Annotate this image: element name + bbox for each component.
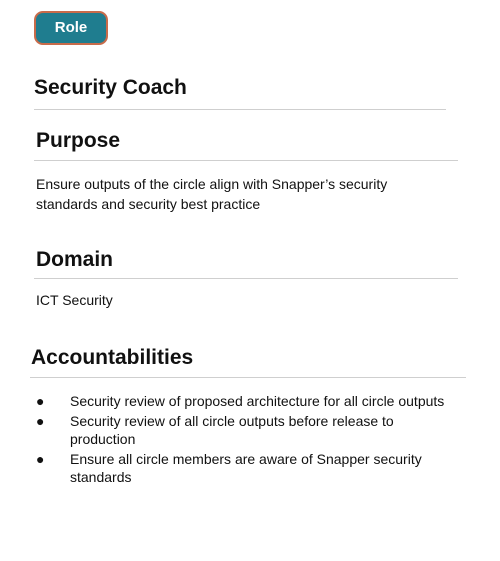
domain-heading: Domain	[36, 248, 114, 271]
role-title: Security Coach	[34, 76, 187, 99]
list-item-text: Security review of all circle outputs before release to production	[70, 413, 394, 447]
list-item	[34, 392, 454, 410]
bullet-icon: ●	[36, 451, 45, 467]
purpose-text: Ensure outputs of the circle align with Snapper’s security standards and security best practice	[36, 176, 388, 212]
bullet-icon: ●	[36, 413, 45, 429]
list-item	[34, 412, 454, 448]
accountabilities-list	[34, 392, 454, 488]
accountabilities-divider	[30, 377, 466, 378]
role-badge: Role	[34, 11, 108, 45]
list-item	[34, 450, 454, 486]
purpose-heading: Purpose	[36, 129, 121, 152]
list-item-text: Security review of proposed architecture for all circle outputs	[70, 393, 445, 409]
accountabilities-heading: Accountabilities	[31, 346, 194, 369]
list-item-text: Ensure all circle members are aware of Snapper security standards	[70, 451, 422, 485]
title-divider	[34, 109, 446, 110]
bullet-icon: ●	[36, 393, 45, 409]
domain-text: ICT Security	[36, 292, 113, 308]
domain-divider	[34, 278, 458, 279]
purpose-divider	[34, 160, 458, 161]
